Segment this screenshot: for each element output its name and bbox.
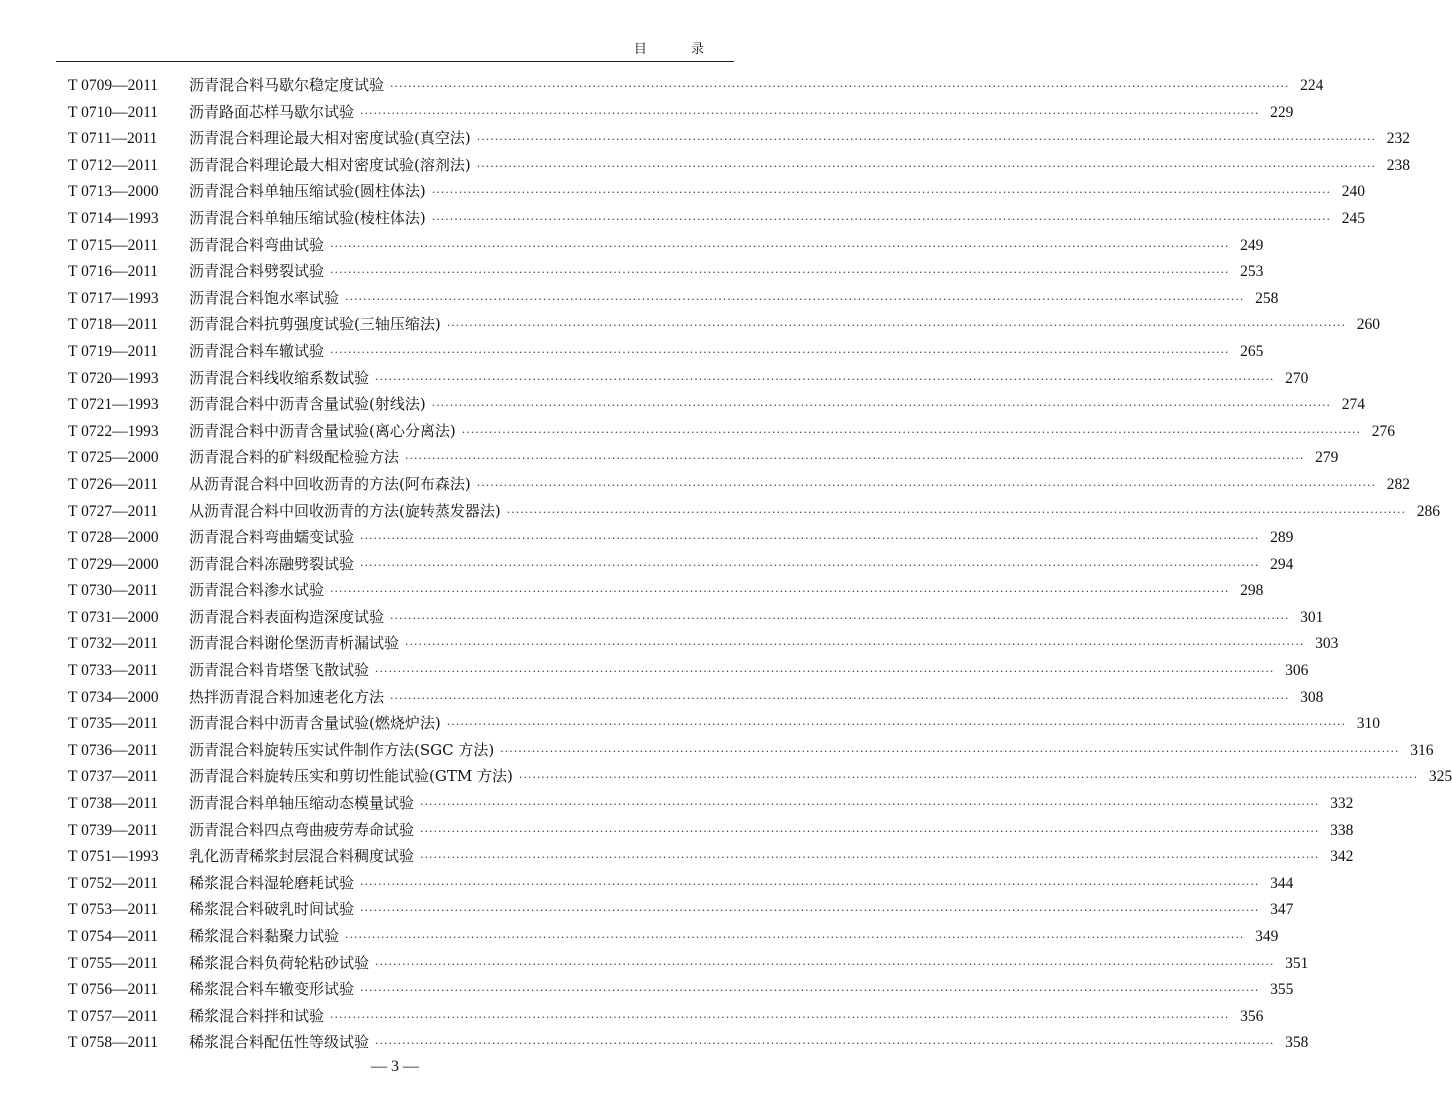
toc-entry-page: 301 [1300, 608, 1324, 626]
toc-dot-leader: ········································································································································································································ [375, 665, 1275, 679]
toc-entry[interactable] [68, 925, 1279, 952]
toc-dot-leader: ········································································································································································································ [390, 691, 1290, 705]
toc-entry[interactable] [68, 845, 1354, 872]
toc-entry-code: T 0728—2000 [68, 529, 159, 547]
toc-entry-page: 351 [1285, 954, 1309, 972]
toc-entry-code: T 0737—2011 [68, 768, 158, 786]
toc-entry[interactable] [68, 632, 1339, 659]
toc-entry[interactable] [68, 473, 1411, 500]
toc-entry-code: T 0717—1993 [68, 289, 159, 307]
toc-entry-title: 沥青混合料抗剪强度试验(三轴压缩法) [189, 315, 441, 334]
toc-entry[interactable] [68, 260, 1264, 287]
toc-entry-title: 沥青混合料理论最大相对密度试验(溶剂法) [189, 155, 471, 174]
toc-entry-code: T 0727—2011 [68, 502, 158, 520]
toc-entry-page: 303 [1315, 635, 1339, 653]
toc-dot-leader: ········································································································································································································ [360, 984, 1260, 998]
toc-entry-title: 稀浆混合料拌和试验 [189, 1006, 325, 1025]
toc-entry-page: 245 [1341, 209, 1366, 227]
toc-entry-title: 沥青混合料冻融劈裂试验 [189, 554, 355, 573]
toc-entry-page: 306 [1285, 662, 1309, 680]
toc-entry-page: 344 [1270, 874, 1294, 892]
toc-dot-leader: ········································································································································································································ [345, 292, 1245, 306]
toc-entry-code: T 0729—2000 [68, 555, 159, 573]
toc-entry-code: T 0734—2000 [68, 688, 159, 706]
toc-entry-code: T 0731—2000 [68, 608, 159, 626]
toc-dot-leader: ········································································································································································································ [390, 80, 1290, 93]
toc-dot-leader: ········································································································································································································ [446, 718, 1347, 732]
toc-entry-title: 乳化沥青稀浆封层混合料稠度试验 [189, 847, 415, 866]
toc-dot-leader: ········································································································································································································ [500, 744, 1400, 758]
toc-entry-page: 356 [1240, 1007, 1264, 1025]
toc-dot-leader: ········································································································································································································ [330, 345, 1230, 359]
toc-entry-title: 沥青混合料线收缩系数试验 [189, 368, 370, 387]
toc-entry[interactable] [68, 500, 1441, 527]
toc-entry[interactable] [68, 420, 1396, 447]
toc-entry[interactable] [68, 526, 1294, 553]
toc-entry[interactable] [68, 393, 1366, 420]
toc-entry-code: T 0720—1993 [68, 369, 159, 387]
toc-entry-page: 289 [1270, 529, 1294, 547]
toc-entry[interactable] [68, 978, 1294, 1005]
toc-entry-page: 325 [1428, 768, 1452, 786]
toc-entry-code: T 0738—2011 [68, 795, 158, 813]
toc-entry-title: 沥青混合料理论最大相对密度试验(真空法) [189, 129, 471, 148]
toc-entry-code: T 0711—2011 [68, 130, 158, 148]
toc-dot-leader: ········································································································································································································ [476, 159, 1377, 173]
toc-entry-code: T 0736—2011 [68, 741, 158, 759]
toc-entry-title: 沥青混合料单轴压缩试验(圆柱体法) [189, 182, 426, 201]
toc-entry[interactable] [68, 792, 1354, 819]
toc-entry-code: T 0716—2011 [68, 263, 158, 281]
toc-entry-code: T 0757—2011 [68, 1007, 158, 1025]
toc-entry-code: T 0733—2011 [68, 662, 158, 680]
toc-entry-title: 沥青混合料劈裂试验 [189, 262, 325, 281]
toc-entry[interactable] [68, 659, 1309, 686]
toc-entry-page: 270 [1285, 369, 1309, 387]
toc-entry-page: 347 [1270, 901, 1294, 919]
toc-entry-page: 298 [1240, 582, 1264, 600]
toc-dot-leader: ········································································································································································································ [420, 851, 1320, 865]
toc-dot-leader: ········································································································································································································ [345, 931, 1245, 944]
toc-entry-title: 沥青路面芯样马歇尔试验 [189, 102, 355, 121]
toc-entry-code: T 0756—2011 [68, 981, 158, 999]
toc-entry-page: 274 [1341, 396, 1366, 414]
toc-entry-code: T 0713—2000 [68, 183, 159, 201]
toc-entry-page: 310 [1356, 715, 1381, 733]
toc-entry-page: 286 [1416, 502, 1441, 520]
toc-entry-code: T 0755—2011 [68, 954, 158, 972]
toc-dot-leader: ········································································································································································································ [375, 372, 1275, 386]
toc-entry-page: 232 [1386, 130, 1411, 148]
toc-entry[interactable] [68, 154, 1411, 181]
toc-entry[interactable] [68, 553, 1294, 580]
toc-entry-code: T 0753—2011 [68, 901, 158, 919]
toc-entry-page: 238 [1386, 156, 1411, 174]
toc-entry-title: 稀浆混合料湿轮磨耗试验 [189, 873, 355, 892]
toc-entry-page: 249 [1240, 236, 1264, 254]
toc-entry[interactable] [68, 739, 1434, 766]
toc-entry[interactable] [68, 207, 1366, 234]
toc-dot-leader: ········································································································································································································ [360, 558, 1260, 572]
toc-entry-title: 沥青混合料旋转压实试件制作方法(SGC 方法) [189, 740, 495, 759]
toc-dot-leader: ········································································································································································································ [330, 266, 1230, 280]
toc-dot-leader: ········································································································································································································ [330, 239, 1230, 253]
toc-dot-leader: ········································································································································································································ [375, 957, 1275, 971]
toc-entry-code: T 0725—2000 [68, 449, 159, 467]
toc-entry-title: 沥青混合料车辙试验 [189, 341, 325, 360]
toc-entry-page: 294 [1270, 555, 1294, 573]
toc-entry-title: 从沥青混合料中回收沥青的方法(阿布森法) [189, 474, 471, 493]
toc-entry-page: 276 [1371, 422, 1396, 440]
toc-entry-page: 224 [1300, 77, 1324, 94]
toc-dot-leader: ········································································································································································································ [420, 798, 1320, 812]
toc-entry-code: T 0722—1993 [68, 422, 159, 440]
toc-entry-page: 240 [1341, 183, 1366, 201]
toc-entry[interactable] [68, 287, 1279, 314]
running-header: 目 录 [633, 42, 724, 57]
toc-entry[interactable] [68, 101, 1294, 128]
toc-dot-leader: ········································································································································································································ [330, 1010, 1230, 1024]
toc-entry-title: 沥青混合料单轴压缩动态模量试验 [189, 794, 415, 813]
page-number: — 3 — [371, 1058, 419, 1075]
toc-entry-code: T 0732—2011 [68, 635, 158, 653]
toc-entry[interactable] [68, 180, 1366, 207]
toc-dot-leader: ········································································································································································································ [431, 186, 1332, 200]
toc-dot-leader: ········································································································································································································ [360, 532, 1260, 546]
toc-entry[interactable] [68, 127, 1411, 154]
toc-entry-title: 沥青混合料弯曲蠕变试验 [189, 528, 355, 547]
toc-entry-code: T 0758—2011 [68, 1034, 158, 1052]
toc-entry-page: 282 [1386, 475, 1411, 493]
toc-dot-leader: ········································································································································································································ [431, 212, 1332, 226]
toc-dot-leader: ········································································································································································································ [405, 452, 1305, 466]
toc-entry-title: 沥青混合料弯曲试验 [189, 235, 325, 254]
table-of-contents [68, 74, 1452, 1058]
toc-entry-code: T 0752—2011 [68, 874, 158, 892]
toc-dot-leader: ········································································································································································································ [330, 585, 1230, 599]
toc-entry[interactable] [68, 765, 1452, 792]
toc-entry[interactable] [68, 606, 1324, 633]
toc-entry[interactable] [68, 446, 1339, 473]
toc-entry-title: 稀浆混合料黏聚力试验 [189, 927, 340, 945]
toc-entry[interactable] [68, 1005, 1264, 1032]
toc-entry-title: 沥青混合料单轴压缩试验(棱柱体法) [189, 208, 426, 227]
toc-dot-leader: ········································································································································································································ [360, 904, 1260, 918]
toc-entry-code: T 0726—2011 [68, 475, 158, 493]
toc-entry-title: 沥青混合料中沥青含量试验(射线法) [189, 395, 426, 414]
toc-entry-code: T 0718—2011 [68, 316, 158, 334]
toc-entry-title: 沥青混合料饱水率试验 [189, 288, 340, 307]
toc-entry[interactable] [68, 579, 1264, 606]
toc-entry-title: 稀浆混合料破乳时间试验 [189, 900, 355, 919]
toc-entry-page: 258 [1255, 289, 1279, 307]
toc-entry[interactable] [68, 340, 1264, 367]
toc-dot-leader: ········································································································································································································ [446, 319, 1347, 333]
toc-entry-page: 338 [1330, 821, 1354, 839]
toc-entry-code: T 0721—1993 [68, 396, 159, 414]
toc-entry[interactable] [68, 313, 1381, 340]
toc-entry[interactable] [68, 686, 1324, 713]
toc-entry-page: 332 [1330, 795, 1354, 813]
toc-entry-code: T 0712—2011 [68, 156, 158, 174]
toc-entry-title: 沥青混合料中沥青含量试验(燃烧炉法) [189, 714, 441, 733]
toc-dot-leader: ········································································································································································································ [390, 611, 1290, 625]
toc-entry-code: T 0739—2011 [68, 821, 158, 839]
header-rule [56, 61, 734, 62]
toc-entry-page: 308 [1300, 688, 1324, 706]
toc-entry-title: 沥青混合料旋转压实和剪切性能试验(GTM 方法) [189, 767, 513, 786]
toc-entry-code: T 0719—2011 [68, 342, 158, 360]
toc-entry-code: T 0709—2011 [68, 77, 158, 94]
toc-entry-page: 342 [1330, 848, 1354, 866]
toc-entry-title: 稀浆混合料负荷轮粘砂试验 [189, 953, 370, 972]
toc-entry[interactable] [68, 1031, 1309, 1058]
toc-entry[interactable] [68, 712, 1381, 739]
toc-dot-leader: ········································································································································································································ [476, 478, 1377, 492]
toc-entry-page: 229 [1270, 103, 1294, 121]
toc-dot-leader: ········································································································································································································ [360, 877, 1260, 891]
toc-dot-leader: ········································································································································································································ [461, 425, 1362, 439]
toc-entry[interactable] [68, 367, 1309, 394]
toc-entry[interactable] [68, 872, 1294, 899]
toc-entry-title: 稀浆混合料车辙变形试验 [189, 980, 355, 999]
toc-entry-title: 沥青混合料表面构造深度试验 [189, 607, 385, 626]
toc-entry-title: 热拌沥青混合料加速老化方法 [189, 687, 385, 706]
toc-entry-page: 253 [1240, 263, 1264, 281]
toc-entry-title: 沥青混合料肯塔堡飞散试验 [189, 661, 370, 680]
toc-entry-title: 沥青混合料谢伦堡沥青析漏试验 [189, 634, 400, 653]
toc-entry-page: 349 [1255, 928, 1279, 945]
toc-entry-code: T 0714—1993 [68, 209, 159, 227]
toc-dot-leader: ········································································································································································································ [431, 399, 1332, 413]
toc-entry[interactable] [68, 952, 1309, 979]
toc-entry-page: 279 [1315, 449, 1339, 467]
toc-entry[interactable] [68, 819, 1354, 846]
toc-dot-leader: ········································································································································································································ [360, 106, 1260, 120]
toc-entry-title: 沥青混合料中沥青含量试验(离心分离法) [189, 421, 456, 440]
toc-dot-leader: ········································································································································································································ [420, 824, 1320, 838]
toc-entry-title: 沥青混合料马歇尔稳定度试验 [189, 76, 385, 94]
toc-entry-title: 沥青混合料的矿料级配检验方法 [189, 448, 400, 467]
toc-dot-leader: ········································································································································································································ [506, 505, 1407, 519]
toc-entry-title: 沥青混合料渗水试验 [189, 581, 325, 600]
toc-entry-code: T 0730—2011 [68, 582, 158, 600]
toc-entry[interactable] [68, 898, 1294, 925]
toc-entry[interactable] [68, 234, 1264, 261]
toc-dot-leader: ········································································································································································································ [375, 1037, 1275, 1051]
toc-dot-leader: ········································································································································································································ [476, 133, 1377, 147]
toc-entry-title: 稀浆混合料配伍性等级试验 [189, 1033, 370, 1052]
toc-dot-leader: ········································································································································································································ [405, 638, 1305, 652]
toc-entry-page: 316 [1410, 741, 1434, 759]
toc-entry[interactable] [68, 74, 1324, 101]
toc-entry-page: 260 [1356, 316, 1381, 334]
toc-entry-code: T 0710—2011 [68, 103, 158, 121]
toc-entry-code: T 0715—2011 [68, 236, 158, 254]
toc-entry-code: T 0735—2011 [68, 715, 158, 733]
toc-entry-page: 358 [1285, 1034, 1309, 1052]
toc-entry-page: 265 [1240, 342, 1264, 360]
toc-entry-code: T 0754—2011 [68, 928, 158, 945]
toc-entry-title: 沥青混合料四点弯曲疲劳寿命试验 [189, 820, 415, 839]
toc-entry-page: 355 [1270, 981, 1294, 999]
toc-entry-code: T 0751—1993 [68, 848, 159, 866]
toc-dot-leader: ········································································································································································································ [518, 771, 1419, 785]
toc-entry-title: 从沥青混合料中回收沥青的方法(旋转蒸发器法) [189, 501, 501, 520]
